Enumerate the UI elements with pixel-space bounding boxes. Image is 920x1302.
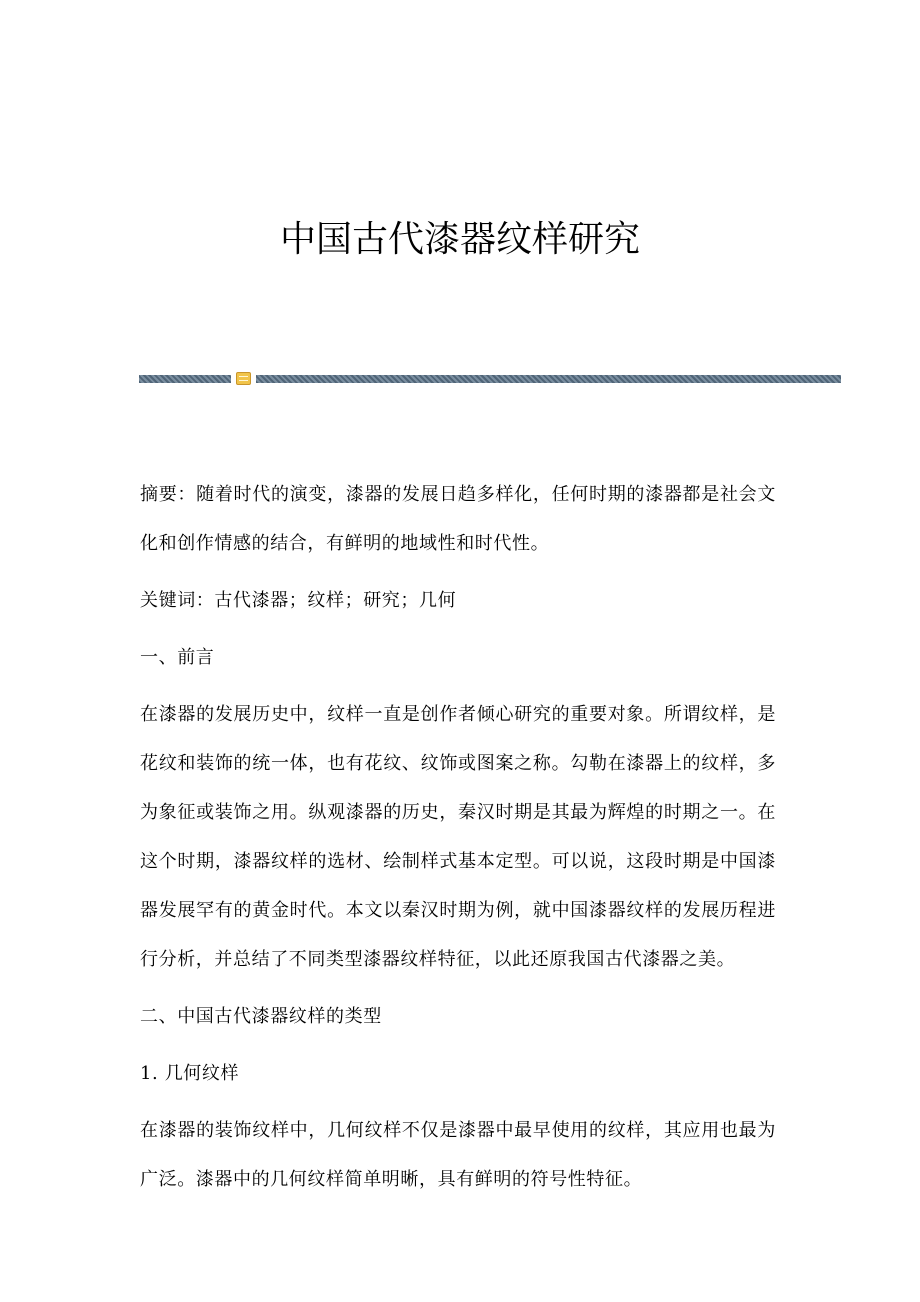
divider-bar-left <box>139 375 231 383</box>
document-title: 中国古代漆器纹样研究 <box>279 219 640 260</box>
subsection-heading-geometric: 1. 几何纹样 <box>140 1063 240 1084</box>
divider-ornament-icon <box>236 372 251 385</box>
section-heading-preface: 一、前言 <box>140 647 215 668</box>
document-body <box>140 470 776 1204</box>
geometric-paragraph: 在漆器的装饰纹样中，几何纹样不仅是漆器中最早使用的纹样，其应用也最为广泛。漆器中的几何纹样简单明晰，具有鲜明的符号性特征。 <box>140 1120 776 1190</box>
title-divider <box>139 375 841 385</box>
abstract-paragraph: 摘要：随着时代的演变，漆器的发展日趋多样化，任何时期的漆器都是社会文化和创作情感的结合，有鲜明的地域性和时代性。 <box>140 484 776 554</box>
keywords-paragraph: 关键词：古代漆器；纹样；研究；几何 <box>140 590 457 611</box>
section-heading-types: 二、中国古代漆器纹样的类型 <box>140 1006 382 1027</box>
preface-paragraph: 在漆器的发展历史中，纹样一直是创作者倾心研究的重要对象。所谓纹样，是花纹和装饰的统一体，也有花纹、纹饰或图案之称。勾勒在漆器上的纹样，多为象征或装饰之用。纵观漆器的历史，秦汉时期是其最为辉煌的时期之一。在这个时期，漆器纹样的选材、绘制样式基本定型。可以说，这段时期是中国漆器发展罕有的黄金时代。本文以秦汉时期为例，就中国漆器纹样的发展历程进行分析，并总结了不同类型漆器纹样特征，以此还原我国古代漆器之美。 <box>140 704 776 970</box>
divider-bar-right <box>256 375 841 383</box>
